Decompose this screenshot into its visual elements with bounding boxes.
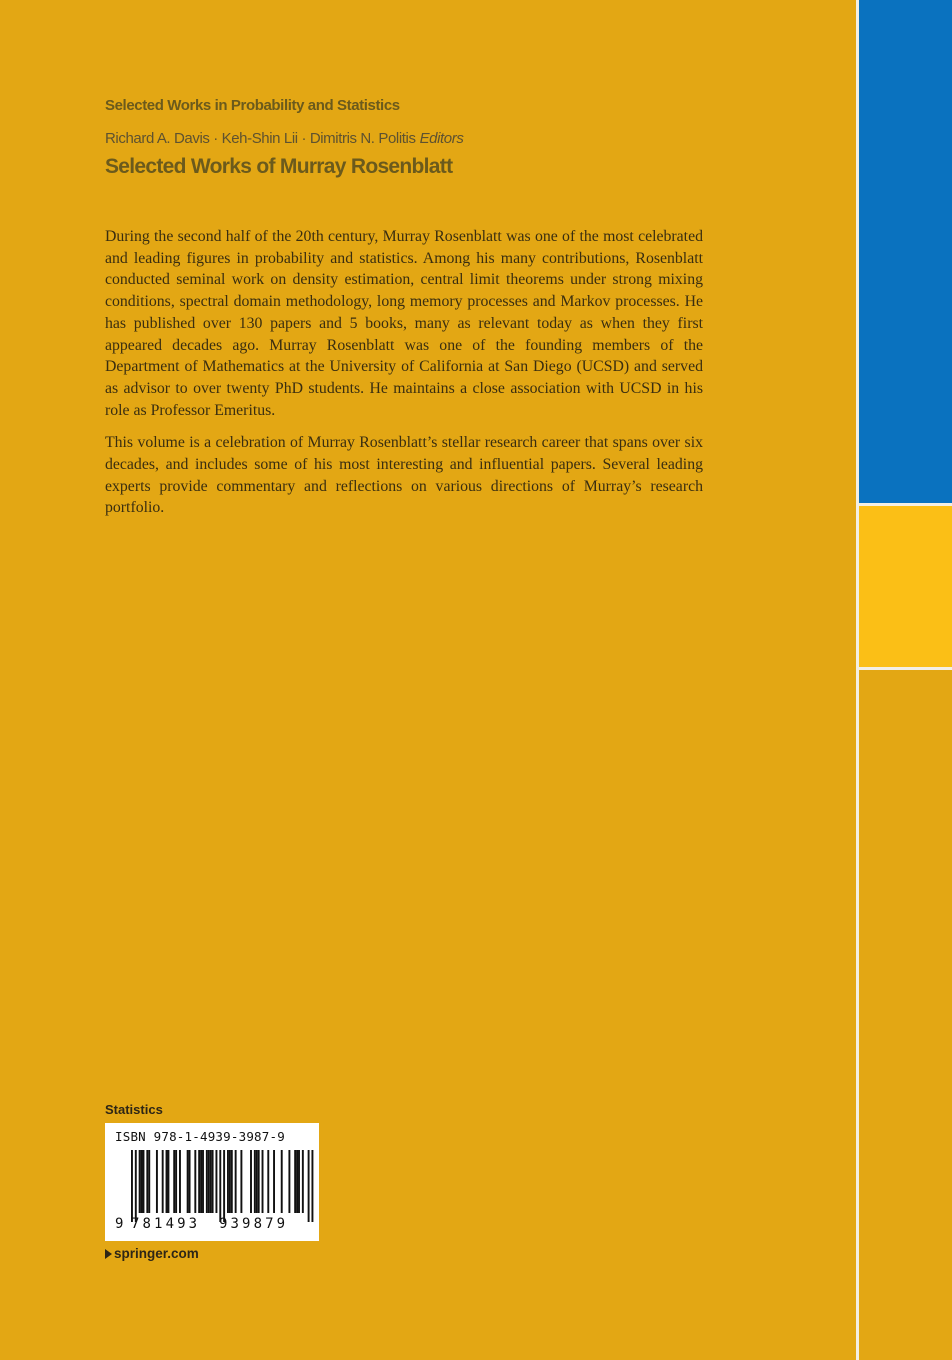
ean-right-digits: 939879 xyxy=(219,1216,289,1232)
publisher-url: springer.com xyxy=(114,1246,199,1261)
blurb-paragraph: During the second half of the 20th century, Murray Rosenblatt was one of the most celebrated and leading figures in probability and statistics. Among his many contributions, Rosenblatt conducted seminal work on density estimation, central limit theorems under strong mixing conditions, spectral domain methodology, long memory processes and Markov processes. He has published over 130 papers and 5 books, many as relevant today as when they first appeared decades ago. Murray Rosenblatt was one of the founding members of the Department of Mathematics at the University of California at San Diego (UCSD) and served as advisor to over twenty PhD students. He maintains a close association with UCSD in his role as Professor Emeritus. xyxy=(105,228,703,419)
arrow-right-icon xyxy=(105,1249,112,1259)
editors-line xyxy=(105,130,463,147)
editors-names: Richard A. Davis · Keh-Shin Lii · Dimitris N. Politis xyxy=(105,130,416,147)
barcode-box xyxy=(105,1123,319,1241)
subject-label: Statistics xyxy=(105,1102,163,1117)
publisher-link[interactable] xyxy=(105,1246,199,1261)
editors-role: Editors xyxy=(419,130,464,147)
ean-first-digit: 9 xyxy=(115,1216,124,1232)
series-title: Selected Works in Probability and Statistics xyxy=(105,97,400,114)
ean-left-digits: 781493 xyxy=(131,1216,201,1232)
color-band-yellow xyxy=(859,506,952,667)
book-title: Selected Works of Murray Rosenblatt xyxy=(105,155,453,178)
color-band-ochre xyxy=(859,670,952,1360)
blurb xyxy=(105,226,703,530)
color-band-blue xyxy=(859,0,952,503)
blurb-paragraph: This volume is a celebration of Murray Rosenblatt’s stellar research career that spans over six decades, and includes some of his most interesting and influential papers. Several leading experts provide commentary and reflections on various directions of Murray’s research portfolio. xyxy=(105,434,703,517)
isbn-label: ISBN 978-1-4939-3987-9 xyxy=(115,1129,285,1144)
